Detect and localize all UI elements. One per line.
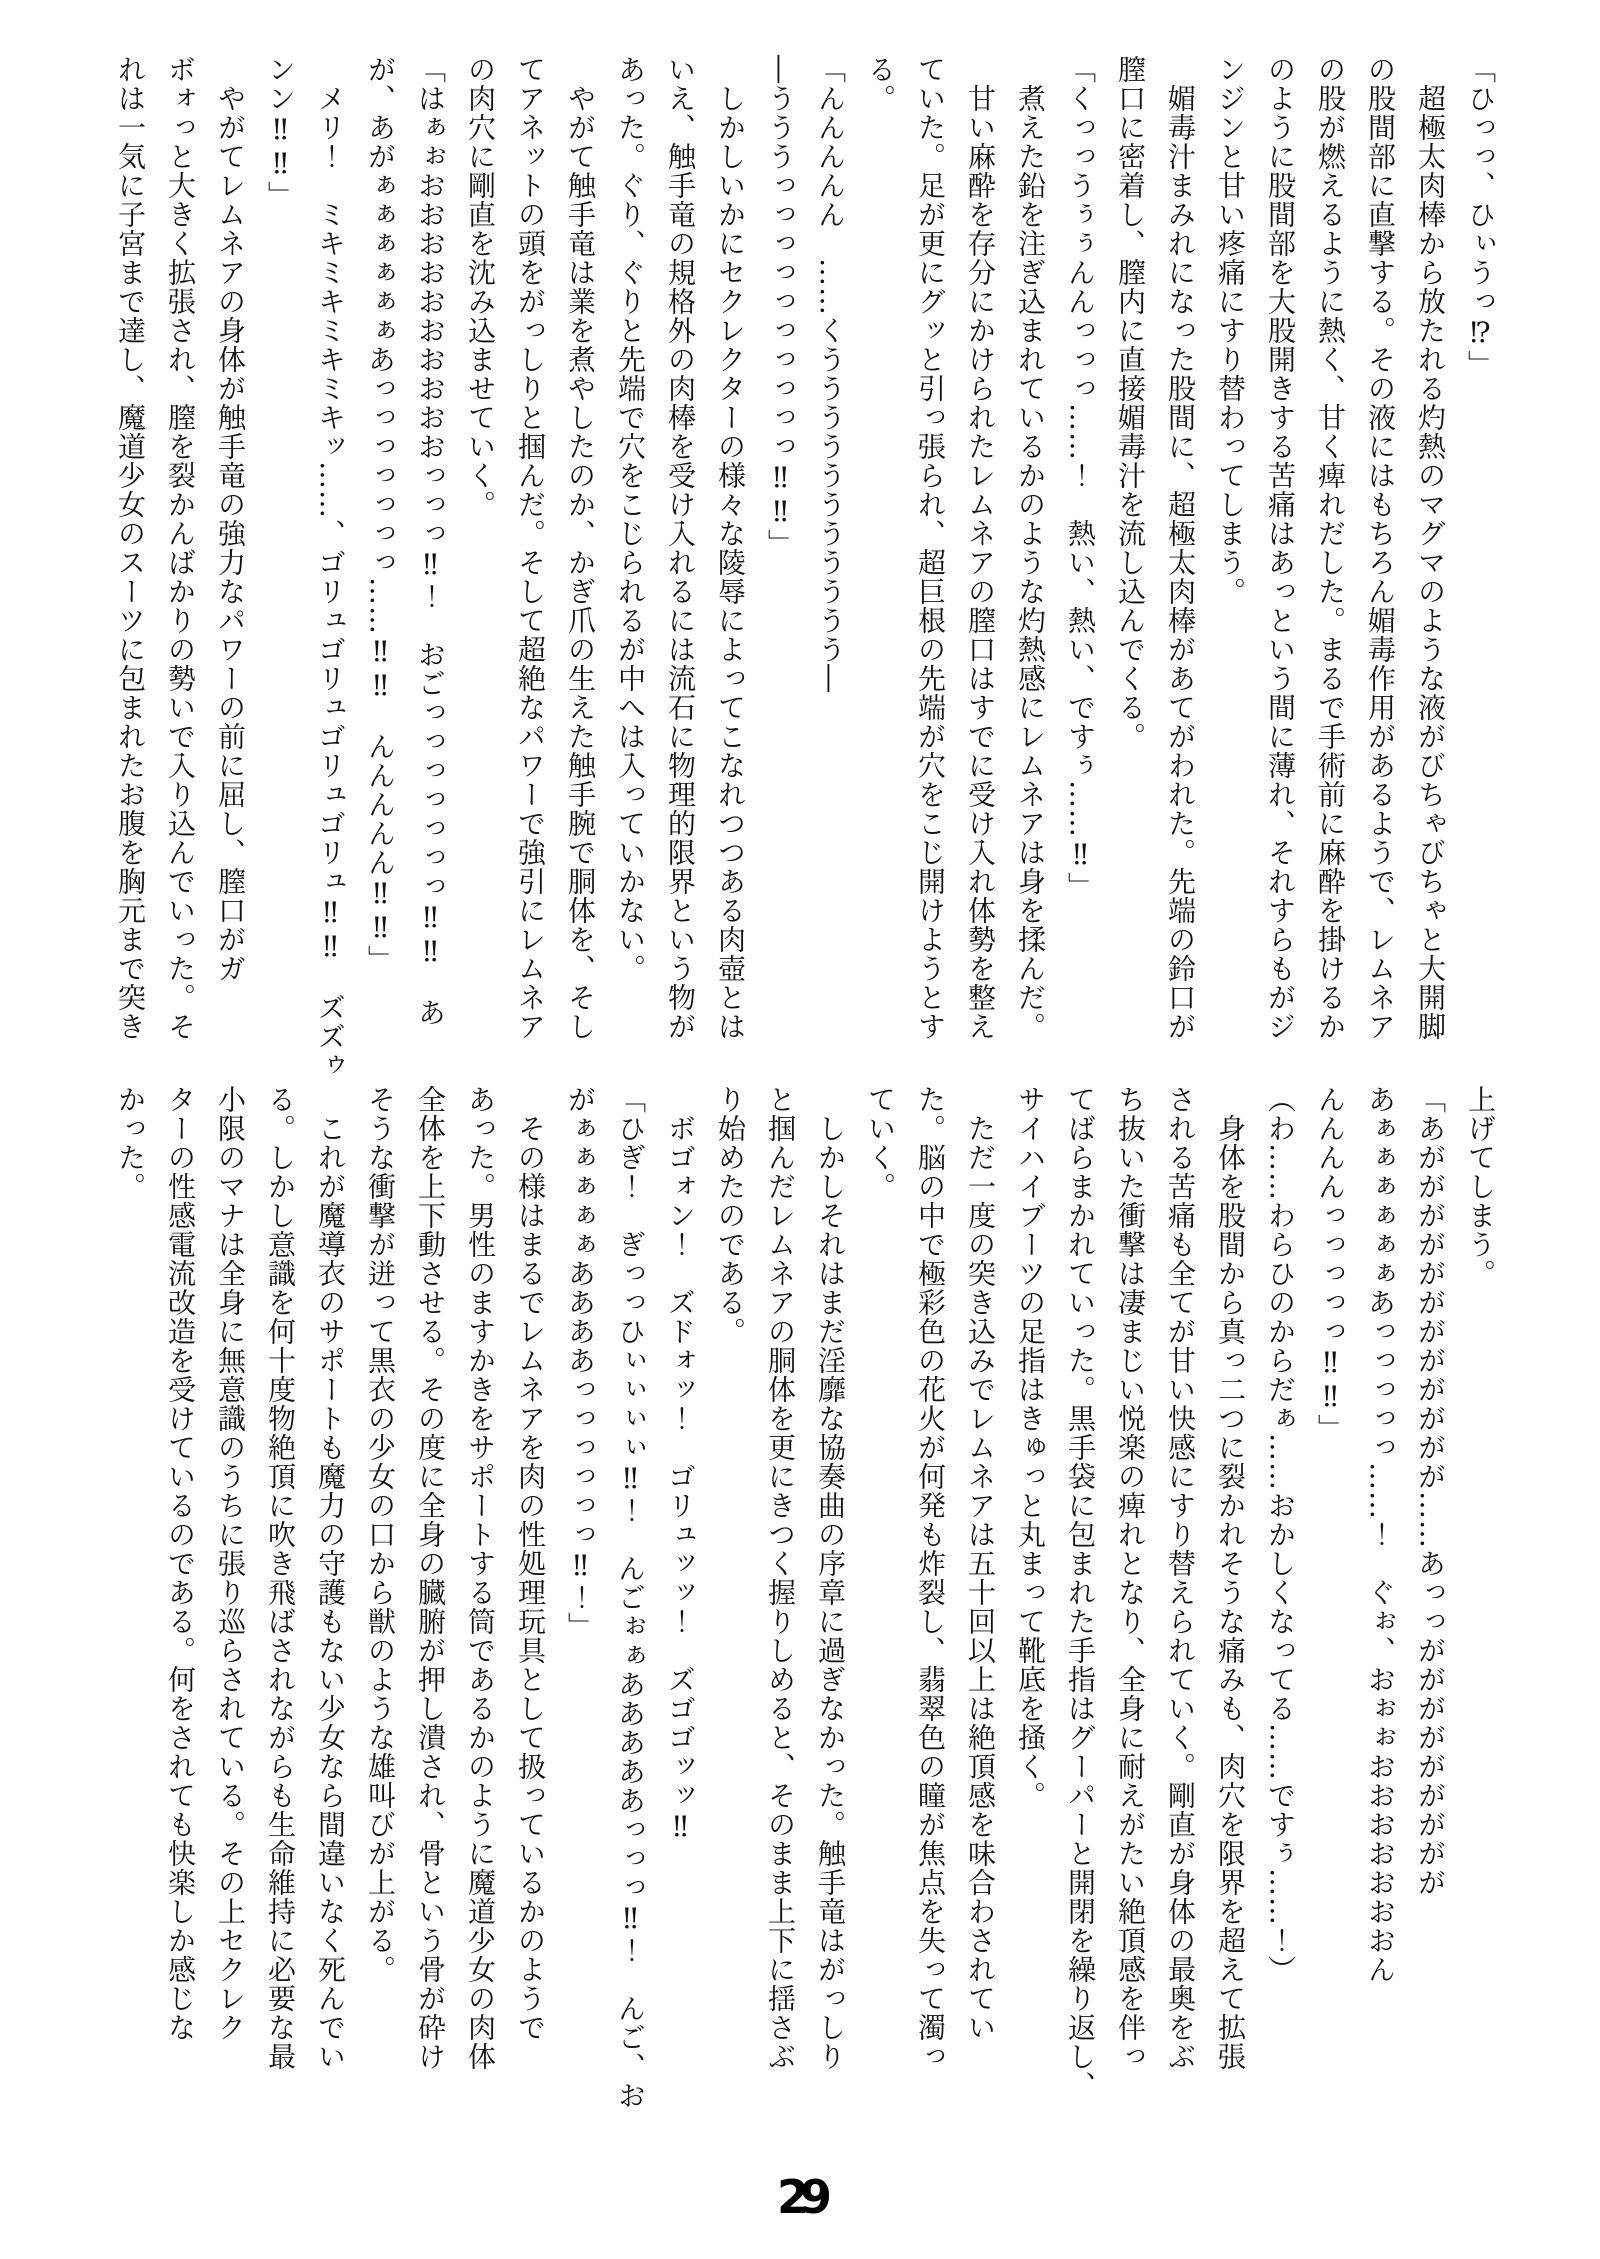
text-line: 「んんんんん ……くううううううううううう― — [814, 55, 847, 693]
text-block-top — [105, 55, 1505, 1080]
text-line: あぁぁぁぁぁぁあっっっっっ……！ ぐぉ、おぉぉおおおおおおおん — [1364, 1085, 1397, 1984]
text-line: の股間部に直撃する。その液にはもちろん媚毒作用があるようで、レムネア — [1364, 55, 1397, 1041]
text-line: サイハイブーツの足指はきゅっと丸まって靴底を掻く。 — [1014, 1085, 1047, 1810]
text-line: んんんんっっっっっ‼‼」 — [1314, 1085, 1347, 1443]
text-line: の股が燃えるように熱く、甘く痺れだした。まるで手術前に麻酔を掛けるか — [1314, 55, 1347, 1041]
text-line: ボォっと大きく拡張され、膣を裂かんばかりの勢いで入り込んでいった。そ — [164, 55, 197, 1041]
text-line: その様はまるでレムネアを肉の性処理玩具として扱っているかのようで — [514, 1085, 547, 2042]
text-line: そうな衝撃が迸って黒衣の少女の口から獣のような雄叫びが上がる。 — [364, 1085, 397, 1984]
text-line: これが魔導衣のサポートも魔力の守護もない少女なら間違いなく死んでい — [314, 1085, 347, 2071]
text-line: メリ！ ミキミキミキミキッ……、ゴリュゴリュゴリュゴリュ‼‼ ズズゥ — [314, 55, 347, 1080]
text-line: ボゴォン！ ズドォッ！ ゴリュッッ！ ズゴゴッッ‼ — [664, 1085, 697, 1844]
text-line: 膣口に密着し、膣内に直接媚毒汁を流し込んでくる。 — [1114, 55, 1147, 751]
text-block-bottom — [105, 1085, 1505, 2110]
text-line: ―うううっっっっっっっっっっ‼‼」 — [764, 55, 797, 558]
text-line: 「はぁぉおおおおおおおおおおっっっ‼！ おごっっっっっっっ‼‼ あ — [414, 55, 447, 1027]
text-line: のように股間部を大股開きする苦痛はあっという間に薄れ、それすらもがジ — [1264, 55, 1297, 1041]
text-line: 「ひっっ、ひぃうっ⁉」 — [1464, 55, 1497, 379]
text-line: 全体を上下動させる。その度に全身の臓腑が押し潰され、骨という骨が砕け — [414, 1085, 447, 2071]
text-line: と掴んだレムネアの胴体を更にきつく握りしめると、そのまま上下に揺さぶ — [764, 1085, 797, 2071]
text-line: 身体を股間から真っ二つに裂かれそうな痛みも、肉穴を限界を超えて拡張 — [1214, 1085, 1247, 2071]
text-line: た。脳の中で極彩色の花火が何発も炸裂し、翡翠色の瞳が焦点を失って濁っ — [914, 1085, 947, 2071]
text-line: ターの性感電流改造を受けているのである。何をされても快楽しか感じな — [164, 1085, 197, 2042]
text-line: あった。ぐり、ぐりと先端で穴をこじられるが中へは入っていかない。 — [614, 55, 647, 983]
text-line: ていく。 — [864, 1085, 897, 1201]
text-line: かった。 — [114, 1085, 147, 1201]
text-line: る。 — [864, 55, 897, 113]
text-line: てアネットの頭をがっしりと掴んだ。そして超絶なパワーで強引にレムネア — [514, 55, 547, 1041]
text-line: しかしいかにセクレクターの様々な陵辱によってこなれつつある肉壺とは — [714, 55, 747, 1041]
text-line: ただ一度の突き込みでレムネアは五十回以上は絶頂感を味合わされてい — [964, 1085, 997, 2042]
text-line: る。しかし意識を何十度物絶頂に吹き飛ばされながらも生命維持に必要な最 — [264, 1085, 297, 2071]
text-line: いえ、触手竜の規格外の肉棒を受け入れるには流石に物理的限界という物が — [664, 55, 697, 1041]
text-line: の肉穴に剛直を沈み込ませていく。 — [464, 55, 497, 519]
text-line: ンン‼‼」 — [264, 55, 297, 210]
text-line: てばらまかれていった。黒手袋に包まれた手指はグーパーと開閉を繰り返し、 — [1064, 1085, 1097, 2100]
text-line: 超極太肉棒から放たれる灼熱のマグマのような液がびちゃびちゃと大開脚 — [1414, 55, 1447, 1041]
text-line: がぁぁぁぁぁああああっっっっっっ‼！」 — [564, 1085, 597, 1641]
text-line: しかしそれはまだ淫靡な協奏曲の序章に過ぎなかった。触手竜はがっしり — [814, 1085, 847, 2071]
text-line: 媚毒汁まみれになった股間に、超極太肉棒があてがわれた。先端の鈴口が — [1164, 55, 1197, 1041]
page-number: 29 — [776, 2170, 823, 2224]
text-line: される苦痛も全てが甘い快感にすり替えられていく。剛直が身体の最奥をぶ — [1164, 1085, 1197, 2071]
text-line: ていた。足が更にグッと引っ張られ、超巨根の先端が穴をこじ開けようとす — [914, 55, 947, 1041]
text-line: 煮えた鉛を注ぎ込まれているかのような灼熱感にレムネアは身を揉んだ。 — [1014, 55, 1047, 1041]
text-line: ち抜いた衝撃は凄まじい悦楽の痺れとなり、全身に耐えがたい絶頂感を伴っ — [1114, 1085, 1147, 2071]
text-line: （わ……わらひのからだぁ……おかしくなってる……ですぅ……！） — [1264, 1085, 1297, 1984]
text-line: 小限のマナは全身に無意識のうちに張り巡らされている。その上セクレク — [214, 1085, 247, 2042]
text-line: り始めたのである。 — [714, 1085, 747, 1346]
text-line: 「くっっうぅぅんんっっっ……！ 熱い、熱い、ですぅ……‼」 — [1064, 55, 1097, 901]
text-line: ンジンと甘い疼痛にすり替わってしまう。 — [1214, 55, 1247, 606]
text-line: 「ひぎ！ ぎっっひぃぃぃぃ‼！ んごぉぁあああああっっっ‼！ んご、お — [614, 1085, 647, 2110]
text-line: やがて触手竜は業を煮やしたのか、かぎ爪の生えた触手腕で胴体を、そし — [564, 55, 597, 1041]
text-line: 「あがががががががががががが……あっっががががががががが — [1414, 1085, 1447, 1897]
text-line: あった。男性のますかきをサポートする筒であるかのように魔道少女の肉体 — [464, 1085, 497, 2071]
text-line: 上げてしまう。 — [1464, 1085, 1497, 1288]
text-line: が、あがぁぁぁぁぁぁあっっっっっっっ……‼‼ んんんんん‼‼」 — [364, 55, 397, 974]
text-line: 甘い麻酔を存分にかけられたレムネアの膣口はすでに受け入れ体勢を整え — [964, 55, 997, 1041]
text-line: やがてレムネアの身体が触手竜の強力なパワーの前に屈し、膣口がガ — [214, 55, 247, 983]
text-line: れは一気に子宮まで達し、魔道少女のスーツに包まれたお腹を胸元まで突き — [114, 55, 147, 1041]
